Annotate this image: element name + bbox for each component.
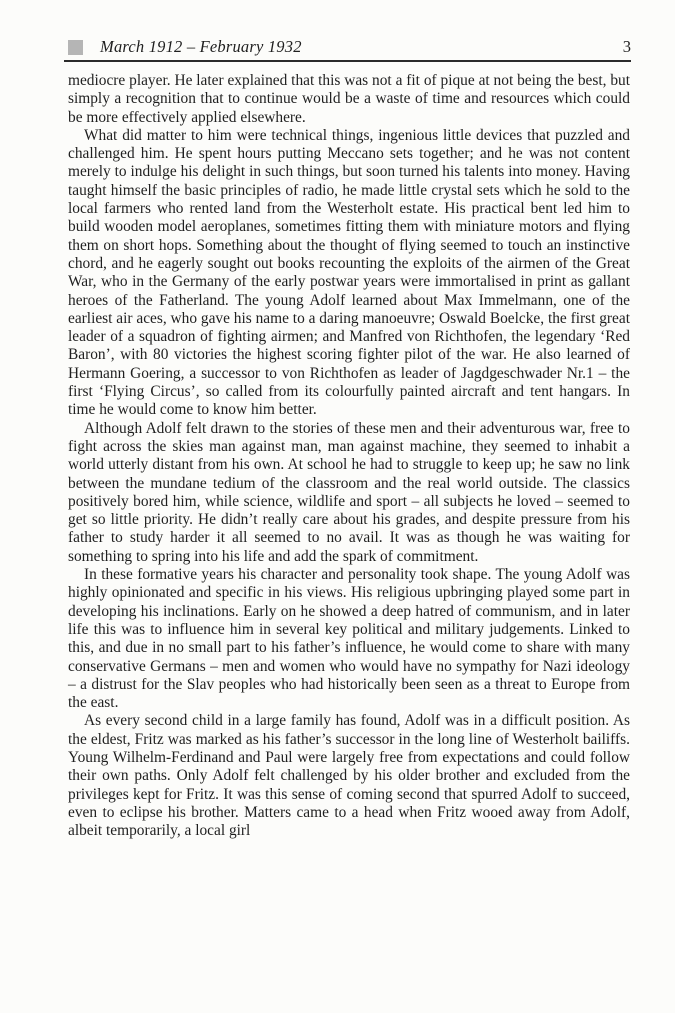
- page-body: [68, 72, 630, 840]
- paragraph: As every second child in a large family has found, Adolf was in a difficult position. As the eldest, Fritz was marked as his father’s successor in the long line of Westerholt bailiffs. Young Wilhelm-Ferdinand and Paul were largely free from expectations and could follow their own paths. Only Adolf felt challenged by his older brother and excluded from the privileges kept for Fritz. It was this sense of coming second that spurred Adolf to succeed, even to eclipse his brother. Matters came to a head when Fritz wooed away from Adolf, albeit temporarily, a local girl: [68, 712, 630, 840]
- header-divider: [64, 60, 631, 62]
- running-header-title: March 1912 – February 1932: [100, 37, 302, 56]
- paragraph: What did matter to him were technical things, ingenious little devices that puzzled and challenged him. He spent hours putting Meccano sets together; and he was not content merely to indulge his delight in such things, but soon turned his talents into money. Having taught himself the basic principles of radio, he made little crystal sets which he sold to the local farmers who rented land from the Westerholt estate. His practical bent led him to build wooden model aeroplanes, sometimes fitting them with miniature motors and flying them on short hops. Something about the thought of flying seemed to touch an instinctive chord, and he eagerly sought out books recounting the exploits of the airmen of the Great War, who in the Germany of the early postwar years were immortalised in print as gallant heroes of the Fatherland. The young Adolf learned about Max Immelmann, one of the earliest air aces, who gave his name to a daring manoeuvre; Oswald Boelcke, the first great leader of a squadron of fighting airmen; and Manfred von Richthofen, the legendary ‘Red Baron’, with 80 victories the highest scoring fighter pilot of the war. He also learned of Hermann Goering, a successor to von Richthofen as leader of Jagdgeschwader Nr.1 – the first ‘Flying Circus’, so called from its colourfully painted aircraft and tent hangars. In time he would come to know him better.: [68, 126, 630, 419]
- page-header: [68, 37, 631, 57]
- paragraph: In these formative years his character and personality took shape. The young Adolf was highly opinionated and specific in his views. His religious upbringing played some part in developing his inclinations. Early on he showed a deep hatred of communism, and in later life this was to influence him in several key political and military judgements. Linked to this, and due in no small part to his father’s influence, he would come to share with many conservative Germans – men and women who would have no sympathy for Nazi ideology – a distrust for the Slav peoples who had historically been seen as a threat to Europe from the east.: [68, 566, 630, 712]
- paragraph: mediocre player. He later explained that this was not a fit of pique at not being the best, but simply a recognition that to continue would be a waste of time and resources which could be more effectively applied elsewhere.: [68, 72, 630, 126]
- paragraph: Although Adolf felt drawn to the stories of these men and their adventurous war, free to fight across the skies man against man, man against machine, they seemed to inhabit a world utterly distant from his own. At school he had to struggle to keep up; he saw no link between the mundane tedium of the classroom and the real world outside. The classics positively bored him, while science, wildlife and sport – all subjects he loved – seemed to get so little priority. He didn’t really care about his grades, and despite pressure from his father to study harder it all seemed to no avail. It was as though he was waiting for something to spring into his life and add the spark of commitment.: [68, 419, 630, 565]
- page-number: 3: [622, 37, 631, 56]
- section-marker-icon: [68, 40, 83, 55]
